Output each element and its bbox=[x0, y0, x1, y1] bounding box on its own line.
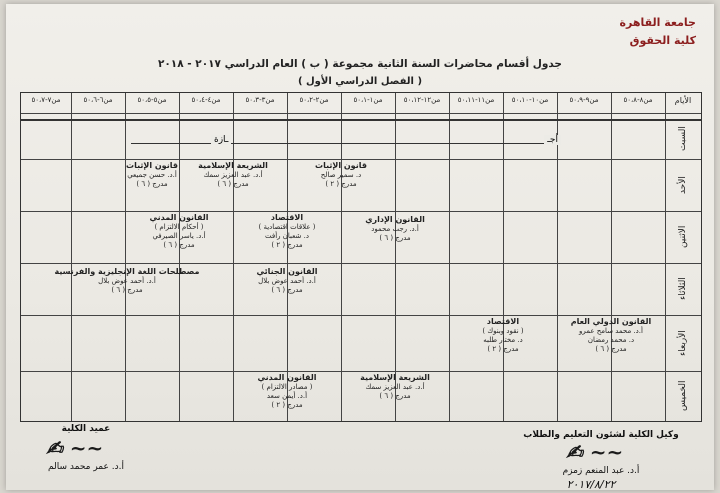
day-label: الأحد bbox=[678, 176, 688, 194]
course-name: الشريعة الإسلامية bbox=[360, 373, 430, 382]
course-detail: ( علاقات اقتصادية ) bbox=[258, 223, 316, 232]
course-name: الاقتصاد bbox=[486, 317, 520, 326]
dean-name: أ.د. عمر محمد سالم bbox=[48, 462, 124, 472]
session-cell bbox=[21, 267, 233, 295]
course-name: الشريعة الإسلامية bbox=[198, 161, 268, 170]
session-cell bbox=[341, 373, 449, 401]
course-name: قانون الإثبات bbox=[126, 161, 178, 170]
room-label: مدرج ( ٦ ) bbox=[136, 180, 168, 189]
room-label: مدرج ( ٦ ) bbox=[163, 241, 195, 250]
course-name: القانون الجنائي bbox=[256, 267, 318, 276]
time-slot: من١١-٥٠،١١ bbox=[457, 96, 495, 104]
professor-name: أ.د. رجب محمود bbox=[371, 225, 419, 234]
time-slot: من٨-٥٠،٨ bbox=[623, 96, 653, 104]
session-cell bbox=[287, 161, 395, 189]
signature-date: ٢٠١٧/٨/٢٢ bbox=[566, 478, 616, 491]
room-label: مدرج ( ٦ ) bbox=[111, 286, 143, 295]
schedule-document bbox=[6, 4, 714, 490]
room-label: مدرج ( ٦ ) bbox=[217, 180, 249, 189]
session-cell bbox=[233, 213, 341, 250]
professor-name: د. محمد رمضان bbox=[587, 336, 635, 345]
dean-signature: ✍︎ ~~ bbox=[46, 436, 104, 460]
session-cell bbox=[557, 317, 665, 354]
time-slot: من٦-٥٠،٦ bbox=[83, 96, 113, 104]
time-slot: من١٠-٥٠،١٠ bbox=[511, 96, 549, 104]
semester-label: ( الفصل الدراسي الأول ) bbox=[297, 76, 423, 87]
time-slot: من٧-٥٠،٧ bbox=[31, 96, 61, 104]
course-name: مصطلحات اللغة الإنجليزية والفرنسية bbox=[54, 267, 200, 276]
course-name: القانون الدولي العام bbox=[570, 317, 652, 326]
faculty-name: كلية الحقوق bbox=[629, 34, 696, 47]
time-slot: من٩-٥٠،٩ bbox=[569, 96, 599, 104]
holiday-text-part: أجـ bbox=[544, 135, 561, 145]
course-detail: ( مصادر الالتزام ) bbox=[261, 383, 313, 392]
professor-name: د. سمير صالح bbox=[320, 171, 362, 180]
days-header: الأيام bbox=[674, 96, 692, 105]
course-name: القانون الإداري bbox=[365, 215, 425, 224]
professor-name: أ.د. حسن جميعي bbox=[127, 171, 177, 180]
schedule-table bbox=[20, 92, 702, 422]
professor-name: أ.د. عبد العزيز سمك bbox=[365, 383, 425, 392]
time-slot: من٤-٥٠،٤ bbox=[191, 96, 221, 104]
room-label: مدرج ( ٢ ) bbox=[487, 345, 519, 354]
day-label: الاثنين bbox=[678, 225, 688, 249]
session-cell bbox=[341, 215, 449, 243]
day-label: الخميس bbox=[678, 380, 688, 412]
session-cell bbox=[449, 317, 557, 354]
course-detail: ( نقود وبنوك ) bbox=[482, 327, 524, 336]
page-title: جدول أقسام محاضرات السنة الثانية مجموعة ( ب ) العام الدراسي ٢٠١٧ - ٢٠١٨ bbox=[157, 58, 562, 70]
course-name: القانون المدني bbox=[149, 213, 209, 222]
time-slot: من٣-٥٠،٣ bbox=[245, 96, 275, 104]
session-cell bbox=[125, 213, 233, 250]
dean-block bbox=[26, 424, 146, 434]
time-slot: من٢-٥٠،٢ bbox=[299, 96, 329, 104]
university-name: جامعة القاهرة bbox=[619, 16, 696, 29]
session-cell bbox=[233, 267, 341, 295]
vice-dean-name: أ.د. عبد المنعم زمزم bbox=[562, 466, 640, 476]
dean-title: عميد الكلية bbox=[61, 424, 111, 434]
holiday-line bbox=[131, 135, 558, 145]
time-slot: من٥-٥٠،٥ bbox=[137, 96, 167, 104]
session-cell bbox=[125, 161, 179, 189]
day-label: الأربعاء bbox=[678, 330, 688, 356]
room-label: مدرج ( ٦ ) bbox=[271, 286, 303, 295]
time-slot: من١-٥٠،١ bbox=[353, 96, 383, 104]
professor-name: أ.د. أحمد عوض بلال bbox=[258, 277, 316, 286]
vice-dean-signature: ✍︎ ~~ bbox=[566, 440, 624, 464]
professor-name: أ.د. عبد العزيز سمك bbox=[203, 171, 263, 180]
time-slot: من١٢-٥٠،١٢ bbox=[403, 96, 441, 104]
professor-name: أ.د. ياسر الصيرفي bbox=[152, 232, 206, 241]
course-name: الاقتصاد bbox=[270, 213, 304, 222]
room-label: مدرج ( ٦ ) bbox=[379, 234, 411, 243]
room-label: مدرج ( ٢ ) bbox=[325, 180, 357, 189]
session-cell bbox=[179, 161, 287, 189]
room-label: مدرج ( ٢ ) bbox=[271, 401, 303, 410]
professor-name: أ.د. محمد سامح عمرو bbox=[579, 327, 643, 336]
course-name: قانون الإثبات bbox=[315, 161, 367, 170]
course-detail: ( أحكام الالتزام ) bbox=[154, 223, 204, 232]
room-label: مدرج ( ٦ ) bbox=[595, 345, 627, 354]
room-label: مدرج ( ٦ ) bbox=[379, 392, 411, 401]
vice-dean-title: وكيل الكلية لشئون التعليم والطلاب bbox=[523, 430, 679, 440]
professor-name: د. مختار طلبه bbox=[483, 336, 523, 345]
session-cell bbox=[233, 373, 341, 410]
professor-name: أ.د. أحمد عوض بلال bbox=[98, 277, 156, 286]
course-name: القانون المدني bbox=[257, 373, 317, 382]
professor-name: د. شعبان رأفت bbox=[265, 232, 309, 241]
professor-name: أ.د. أيمن سعد bbox=[266, 392, 308, 401]
holiday-text-part: ـازة bbox=[211, 135, 231, 145]
room-label: مدرج ( ٢ ) bbox=[271, 241, 303, 250]
day-label: السبت bbox=[678, 126, 688, 152]
day-label: الثلاثاء bbox=[678, 277, 688, 301]
